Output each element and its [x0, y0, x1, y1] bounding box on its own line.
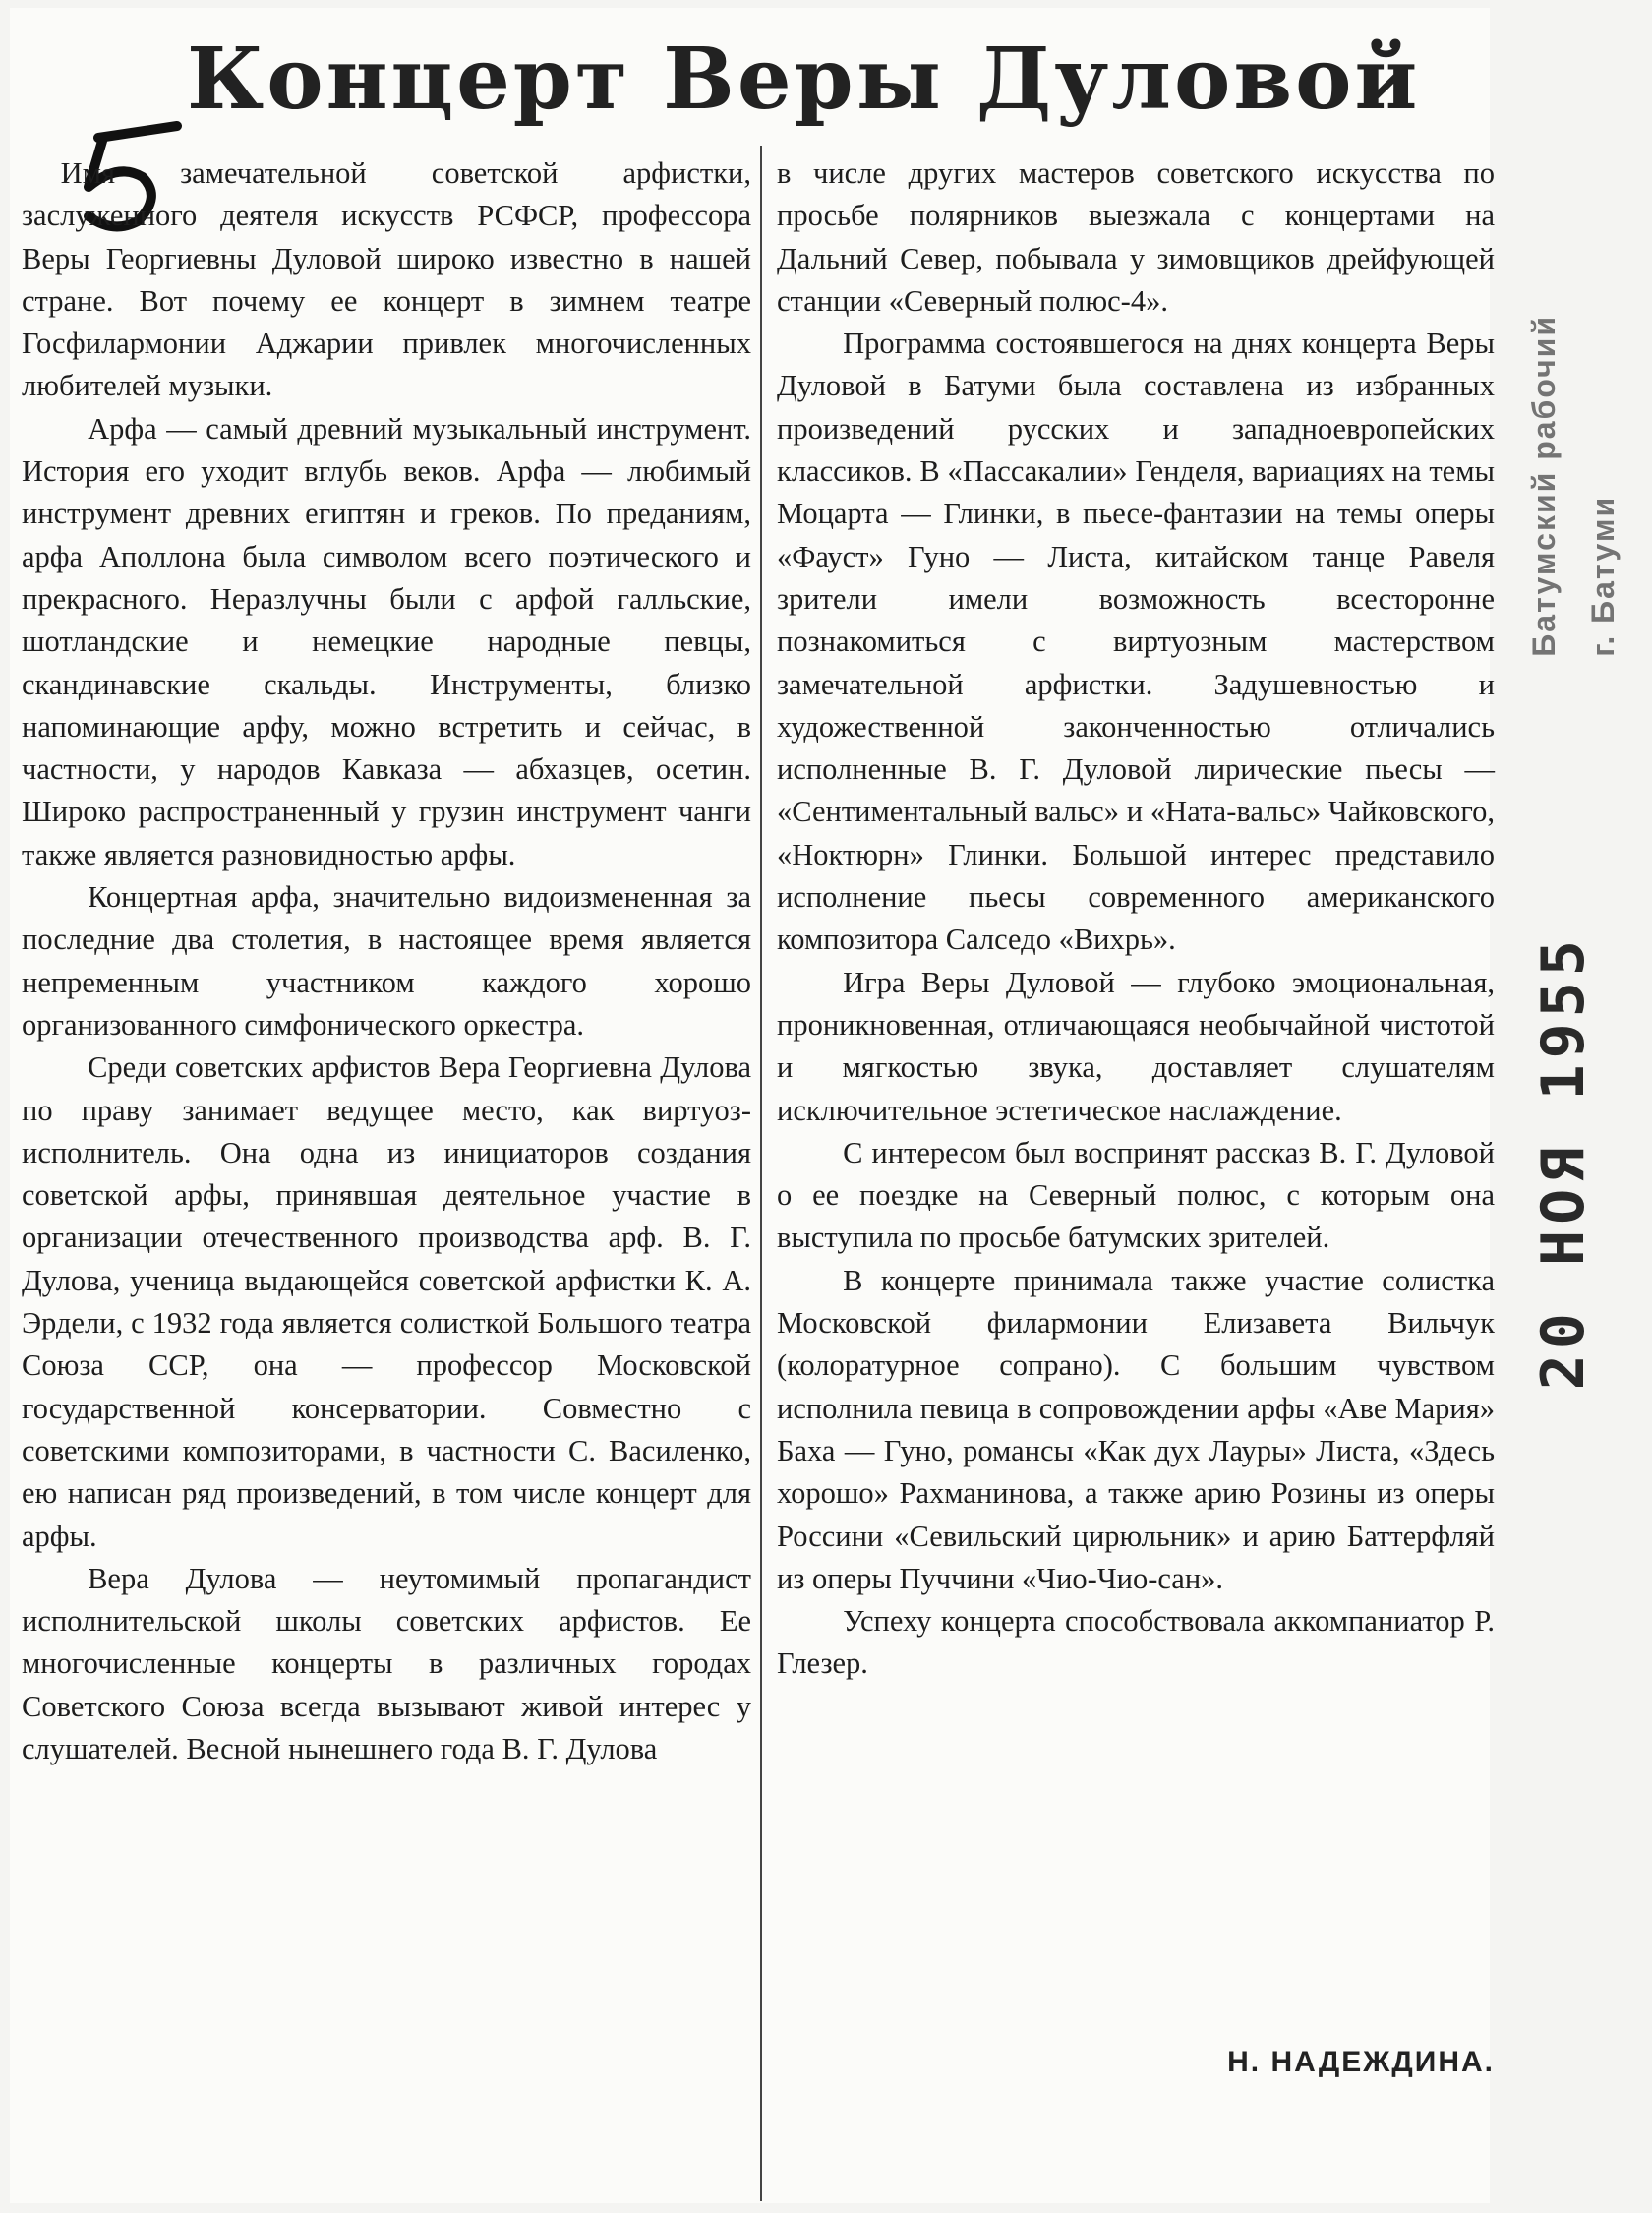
article-column-right [777, 152, 1495, 1686]
article-headline: Концерт Веры Дуловой [187, 30, 1421, 129]
date-stamp: 20 НОЯ 1955 [1529, 934, 1598, 1391]
paragraph: Программа состоявшегося на днях концерта Веры Дуловой в Батуми была составлена из избранных произведений русских и западноевропейских классиков. В «Пассакалии» Генделя, вариациях на темы Моцарта — Глинки, в пьесе-фантазии на темы оперы «Фауст» Гуно — Листа, китайском танце Равеля зрители имели возможность всесторонне познакомиться с виртуозным мастерством замечательной арфистки. Задушевностью и художественной законченностью отличались исполненные В. Г. Дуловой лирические пьесы — «Сентиментальный вальс» и «Ната-вальс» Чайковского, «Ноктюрн» Глинки. Большой интерес представило исполнение пьесы современного американского композитора Салседо «Вихрь». [777, 327, 1495, 957]
newspaper-source-stamp [1514, 315, 1632, 657]
paragraph: Среди советских арфистов Вера Георгиевна Дулова по праву занимает ведущее место, как виртуоз-исполнитель. Она одна из инициаторов создания советской арфы, принявшая деятельное участие в организации отечественного производства арф. В. Г. Дулова, ученица выдающейся советской арфистки К. А. Эрдели, с 1932 года является солисткой Большого театра Союза ССР, она — профессор Московской государственной консерватории. Совместно с советскими композиторами, в частности С. Василенко, ею написан ряд произведений, в том числе концерт для арфы. [22, 1050, 751, 1553]
paragraph: Успеху концерта способствовала аккомпаниатор Р. Глезер. [777, 1604, 1495, 1681]
paragraph: Концертная арфа, значительно видоизмененная за последние два столетия, в настоящее время является непременным участником каждого хорошо организованного симфонического оркестра. [22, 880, 751, 1042]
paragraph: в числе других мастеров советского искусства по просьбе полярников выезжала с концертами на Дальний Север, побывала у зимовщиков дрейфующей станции «Северный полюс-4». [777, 156, 1495, 318]
stamp-newspaper-name: Батумский рабочий [1526, 315, 1562, 657]
column-divider [760, 146, 762, 2201]
paragraph: Игра Веры Дуловой — глубоко эмоциональная, проникновенная, отличающаяся необычайной чистотой и мягкостью звука, доставляет слушателям исключительное эстетическое наслаждение. [777, 965, 1495, 1127]
paragraph: Вера Дулова — неутомимый пропагандист исполнительской школы советских арфистов. Ее многочисленные концерты в различных городах Советского Союза всегда вызывают живой интерес у слушателей. Весной нынешнего года В. Г. Дулова [22, 1561, 751, 1765]
stamp-city: г. Батуми [1585, 495, 1621, 657]
paragraph: В концерте принимала также участие солистка Московской филармонии Елизавета Вильчук (колоратурное сопрано). С большим чувством исполнила певица в сопровождении арфы «Аве Мария» Баха — Гуно, романсы «Как дух Лауры» Листа, «Здесь хорошо» Рахманинова, а также арию Розины из оперы Россини «Севильский цирюльник» и арию Баттерфляй из оперы Пуччини «Чио-Чио-сан». [777, 1263, 1495, 1595]
paragraph: Арфа — самый древний музыкальный инструмент. История его уходит вглубь веков. Арфа — любимый инструмент древних египтян и греков. По преданиям, арфа Аполлона была символом всего поэтического и прекрасного. Неразлучны были с арфой галльские, шотландские и немецкие народные певцы, скандинавские скальды. Инструменты, близко напоминающие арфу, можно встретить и сейчас, в частности, у народов Кавказа — абхазцев, осетин. Широко распространенный у грузин инструмент чанги также является разновидностью арфы. [22, 411, 751, 871]
article-column-left [22, 152, 751, 1770]
paragraph: Имя замечательной советской арфистки, заслуженного деятеля искусств РСФСР, профессора Веры Георгиевны Дуловой широко известно в нашей стране. Вот почему ее концерт в зимнем театре Госфилармонии Аджарии привлек многочисленных любителей музыки. [22, 156, 751, 403]
paragraph: С интересом был воспринят рассказ В. Г. Дуловой о ее поездке на Северный полюс, с которым она выступила по просьбе батумских зрителей. [777, 1135, 1495, 1255]
author-byline: Н. НАДЕЖДИНА. [1227, 2046, 1495, 2078]
